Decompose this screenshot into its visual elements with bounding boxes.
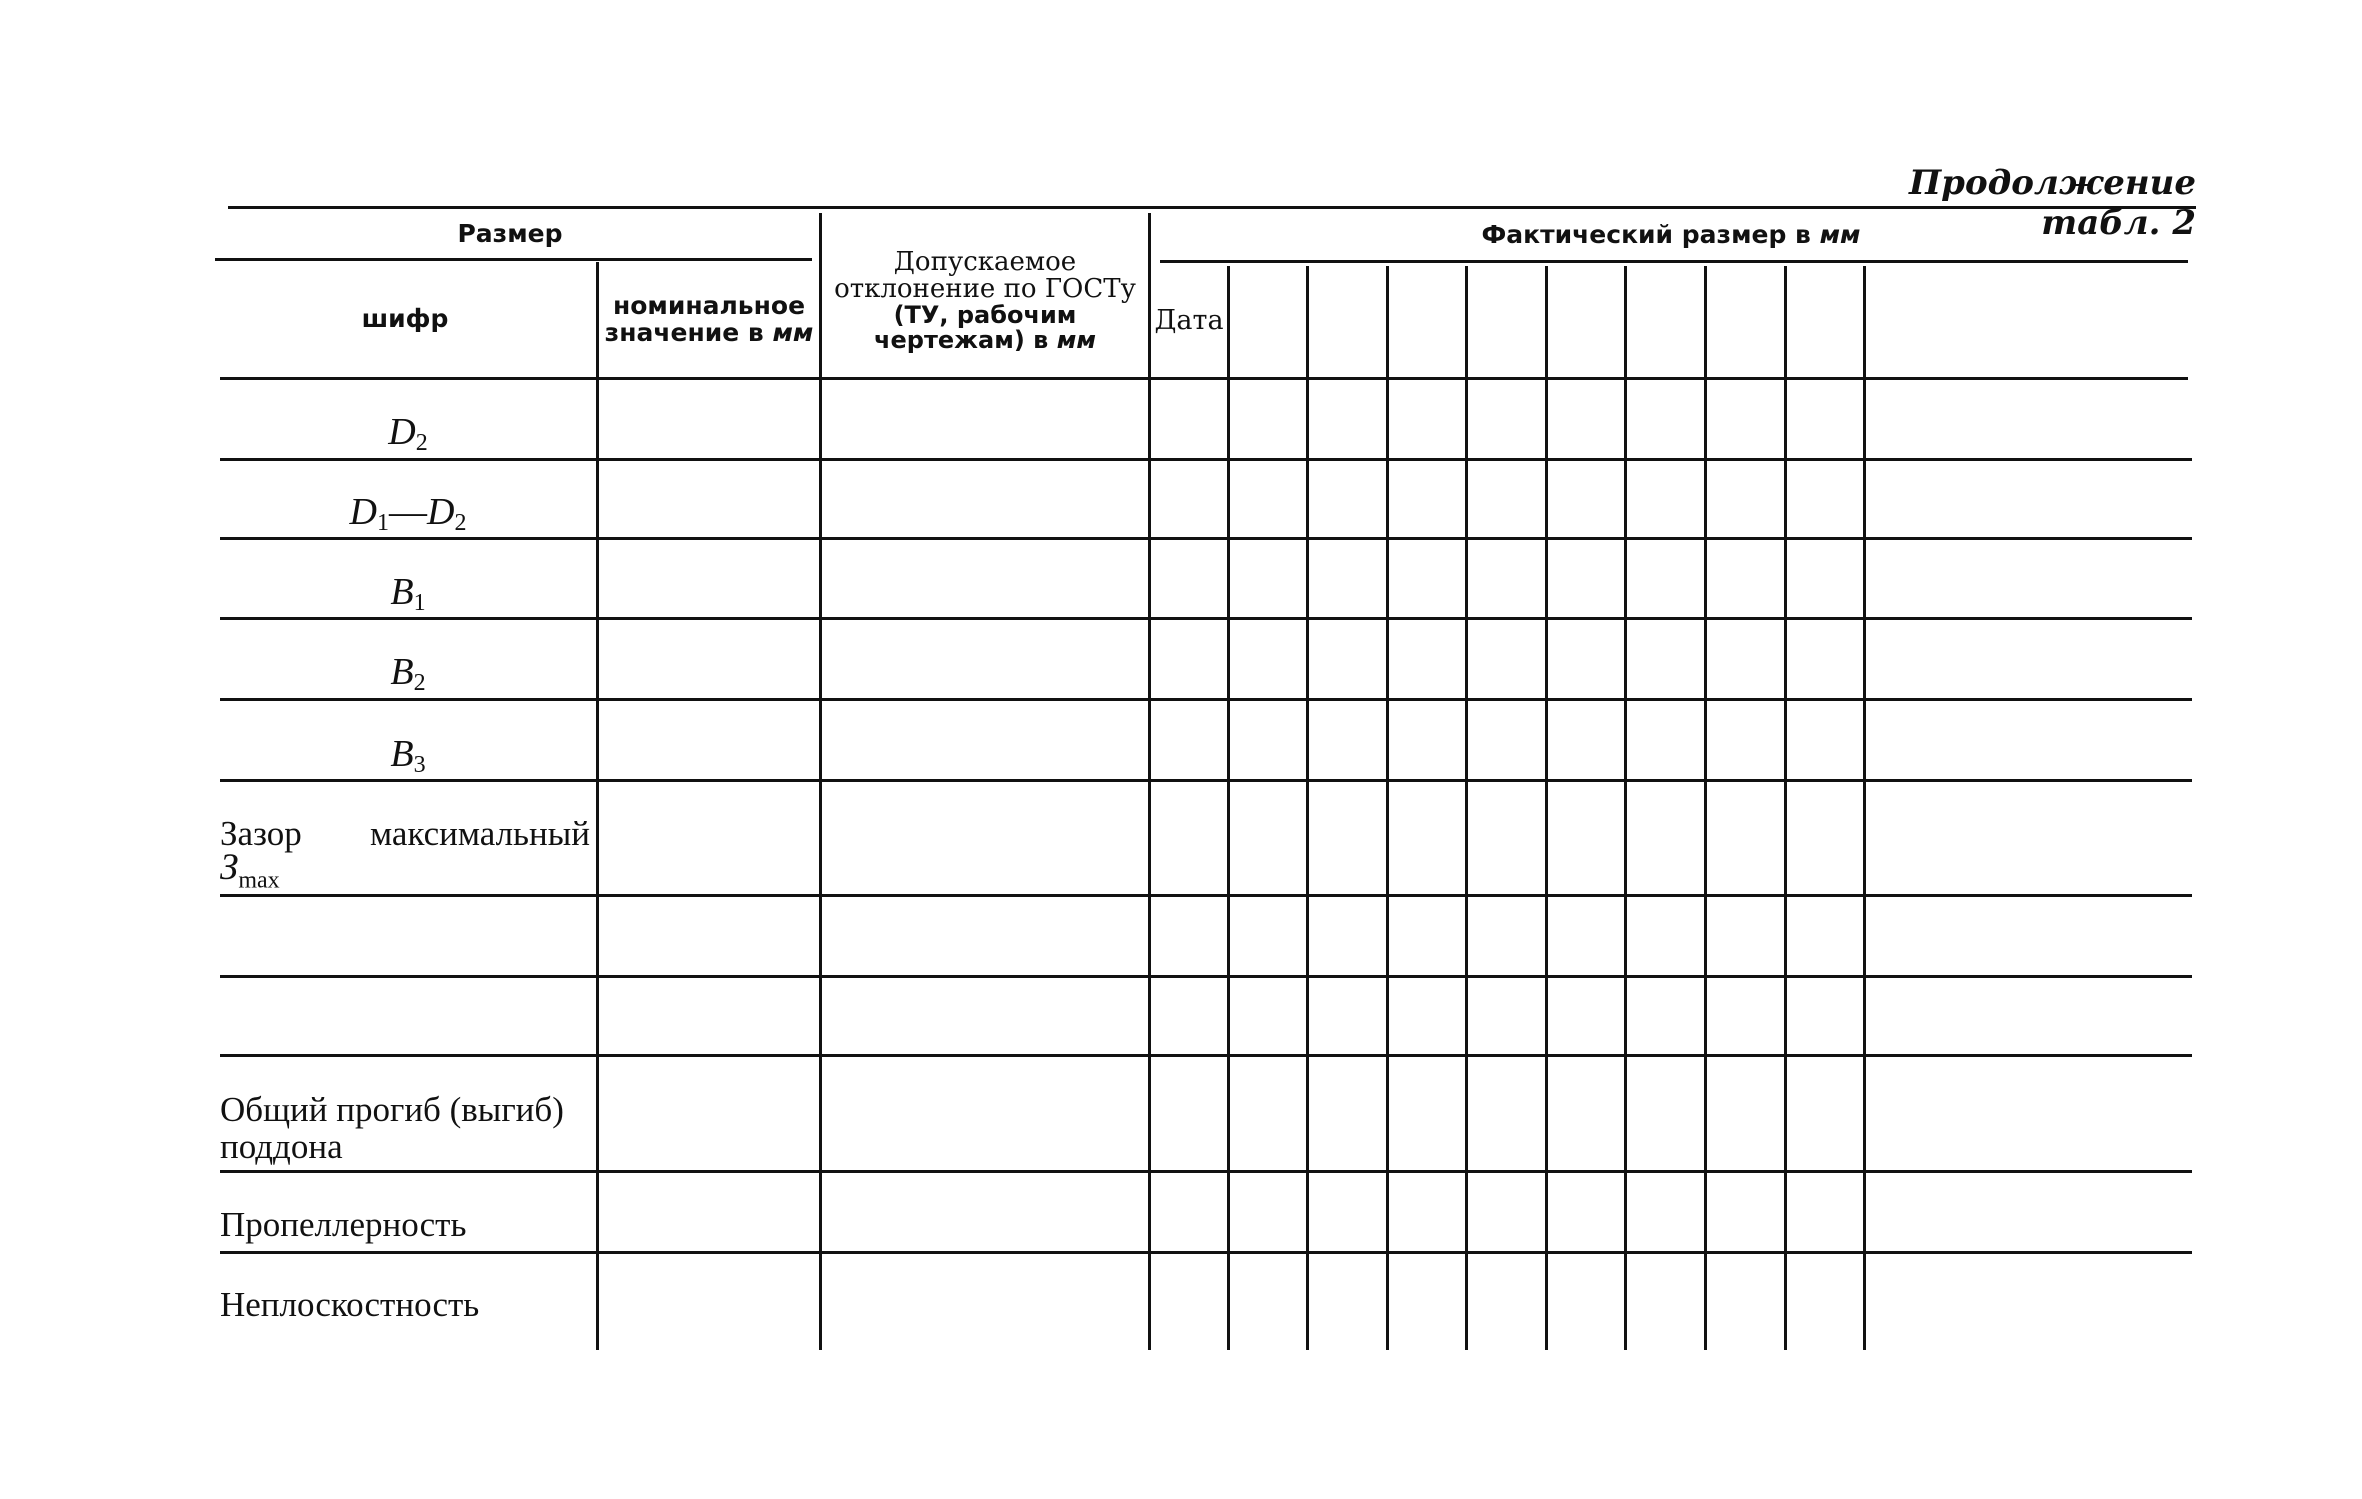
top-rule bbox=[228, 206, 2196, 209]
header-tolerance-line3: (ТУ, рабочим bbox=[893, 301, 1077, 330]
col-rule bbox=[1386, 266, 1389, 1350]
row-label-propeller: Пропеллерность bbox=[220, 1205, 467, 1244]
row-label-b1: $B_1$ bbox=[390, 571, 426, 616]
header-nominal-line2-wrap bbox=[605, 319, 814, 347]
max-word: максимальный bbox=[370, 814, 590, 853]
col-rule bbox=[1545, 266, 1548, 1350]
col-rule bbox=[1148, 213, 1151, 1350]
col-rule bbox=[819, 213, 822, 1350]
size-group-underline bbox=[215, 258, 812, 261]
header-bottom-rule bbox=[220, 377, 2188, 380]
gap-symbol-sub: max bbox=[238, 867, 280, 894]
header-tolerance bbox=[822, 228, 1148, 374]
row-rule bbox=[220, 698, 2192, 701]
gap-word: Зазор bbox=[220, 814, 302, 853]
header-tolerance-line4-wrap bbox=[874, 328, 1096, 353]
actual-group-underline bbox=[1160, 260, 2188, 263]
row-rule bbox=[220, 1054, 2192, 1057]
row-rule bbox=[220, 1170, 2192, 1173]
header-nominal-line2: значение в bbox=[604, 318, 764, 347]
table-caption: Продолжение табл. 2 bbox=[1909, 163, 2196, 243]
row-label-b3: $B_3$ bbox=[390, 733, 426, 778]
header-date: Дата bbox=[1154, 304, 1224, 336]
header-tolerance-line1: Допускаемое bbox=[893, 246, 1077, 277]
header-nominal-line1: номинальное bbox=[612, 290, 806, 320]
header-actual-group bbox=[1151, 212, 2191, 258]
row-label-total-deflection bbox=[220, 1092, 600, 1166]
col-rule bbox=[1784, 266, 1787, 1350]
total-deflection-line2: поддона bbox=[220, 1126, 343, 1166]
header-code: шифр bbox=[361, 304, 449, 334]
row-rule bbox=[220, 779, 2192, 782]
header-nominal-unit: мм bbox=[772, 318, 814, 347]
row-rule bbox=[220, 894, 2192, 897]
col-rule bbox=[1704, 266, 1707, 1350]
col-rule bbox=[1227, 266, 1230, 1350]
gap-symbol: З bbox=[220, 846, 239, 888]
row-rule bbox=[220, 975, 2192, 978]
row-rule bbox=[220, 1251, 2192, 1254]
total-deflection-line1: Общий прогиб (выгиб) bbox=[220, 1090, 564, 1129]
row-label-flatness: Неплоскостность bbox=[220, 1285, 480, 1324]
row-label-b2: $B_2$ bbox=[390, 651, 426, 696]
col-rule bbox=[1306, 266, 1309, 1350]
row-rule bbox=[220, 617, 2192, 620]
header-nominal bbox=[599, 262, 819, 376]
header-actual-unit: мм bbox=[1819, 220, 1861, 250]
row-label-d2: $D_2$ bbox=[388, 411, 428, 456]
header-tolerance-line4: чертежам) в bbox=[874, 326, 1049, 355]
header-actual-label: Фактический размер в bbox=[1481, 220, 1811, 250]
col-rule bbox=[596, 262, 599, 1350]
header-tolerance-line2: отклонение по ГОСТу bbox=[834, 273, 1136, 304]
col-rule bbox=[1863, 266, 1866, 1350]
header-size-group: Размер bbox=[457, 219, 563, 249]
col-rule bbox=[1624, 266, 1627, 1350]
row-label-d1-d2: $D_1—D_2$ bbox=[349, 491, 467, 536]
row-rule bbox=[220, 537, 2192, 540]
header-tolerance-unit: мм bbox=[1056, 326, 1096, 355]
row-label-gap-max bbox=[220, 816, 590, 893]
col-rule bbox=[1465, 266, 1468, 1350]
row-rule bbox=[220, 458, 2192, 461]
